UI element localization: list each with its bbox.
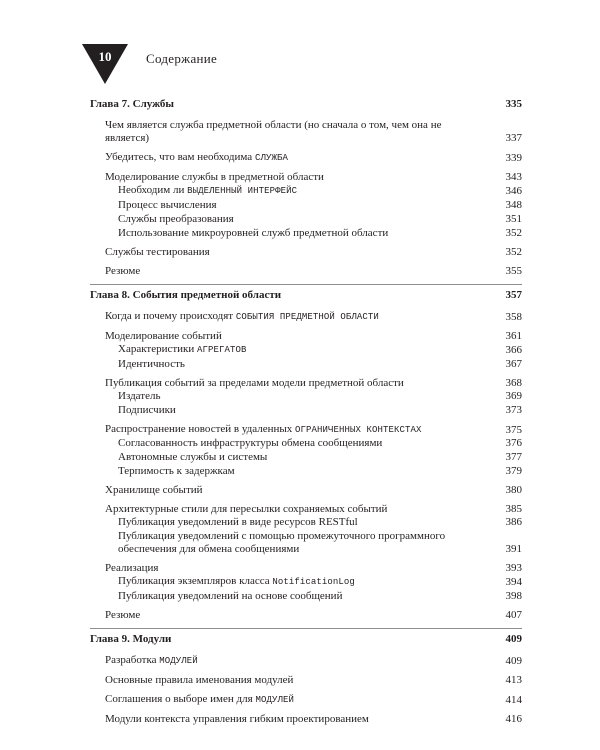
entry-text: Публикация событий за пределами модели предметной области: [105, 377, 404, 389]
entry-text: Распространение новостей в удаленных: [105, 423, 296, 435]
entry-title: [118, 199, 522, 212]
toc-section-entry[interactable]: [90, 151, 522, 165]
entry-title: [118, 451, 522, 464]
entry-title: [118, 530, 522, 556]
term-smallcaps: ВЫДЕЛЕННЫЙ ИНТЕРФЕЙС: [187, 186, 298, 196]
entry-text: Публикация уведомлений в виде ресурсов RESTful: [118, 516, 358, 528]
chapter-title: Глава 8. События предметной области: [90, 289, 282, 301]
page-ref: 380: [505, 484, 522, 496]
toc-subsection-entry[interactable]: [90, 213, 522, 226]
toc-subsection-entry[interactable]: [90, 437, 522, 450]
entry-text: Службы тестирования: [105, 246, 210, 258]
entry-text: Основные правила именования модулей: [105, 674, 294, 686]
entry-title: [118, 184, 522, 198]
page-ref: 368: [505, 377, 522, 389]
toc-subsection-entry[interactable]: [90, 465, 522, 478]
term-smallcaps: СЛУЖБА: [254, 153, 288, 163]
entry-text: Автономные службы и системы: [118, 451, 268, 463]
toc-subsection-entry[interactable]: [90, 575, 522, 589]
entry-title: [105, 265, 522, 278]
toc-section-entry[interactable]: [90, 171, 522, 184]
page-ref: 337: [505, 132, 522, 144]
page-ref: 346: [505, 185, 522, 197]
page-ref: 414: [505, 694, 522, 706]
toc-subsection-entry[interactable]: [90, 358, 522, 371]
entry-text: Реализация: [105, 562, 159, 574]
term-smallcaps: NotificationLog: [272, 577, 355, 587]
entry-title: [118, 590, 522, 603]
toc-section-entry[interactable]: [90, 503, 522, 516]
entry-text: Резюме: [105, 609, 141, 621]
page-header: [82, 44, 522, 84]
toc-section-entry[interactable]: [90, 265, 522, 278]
entry-title: [105, 310, 522, 324]
toc-chapter: [90, 284, 522, 622]
entry-text: Службы преобразования: [118, 213, 234, 225]
toc-subsection-entry[interactable]: [90, 530, 522, 556]
page-ref: 391: [505, 543, 522, 555]
toc-section-entry[interactable]: [90, 654, 522, 668]
toc-section-entry[interactable]: [90, 423, 522, 437]
toc-chapter: [90, 628, 522, 726]
toc-subsection-entry[interactable]: [90, 199, 522, 212]
entry-title: [105, 503, 522, 516]
page-ref: 386: [505, 516, 522, 528]
page-ref: 413: [505, 674, 522, 686]
term-smallcaps: ОГРАНИЧЕННЫХ КОНТЕКСТАХ: [295, 425, 422, 435]
page-ref: 398: [505, 590, 522, 602]
toc-section-entry[interactable]: [90, 609, 522, 622]
toc-section-entry[interactable]: [90, 484, 522, 497]
toc-section-entry[interactable]: [90, 693, 522, 707]
page-ref: 375: [505, 424, 522, 436]
entry-text: Согласованность инфраструктуры обмена сообщениями: [118, 437, 383, 449]
entry-title: [105, 330, 522, 343]
page-ref: 377: [505, 451, 522, 463]
page-ref: 376: [505, 437, 522, 449]
entry-title: [118, 437, 522, 450]
entry-title: [105, 693, 522, 707]
toc-section-entry[interactable]: [90, 562, 522, 575]
page-ref: 361: [505, 330, 522, 342]
entry-title: [105, 484, 522, 497]
toc-subsection-entry[interactable]: [90, 343, 522, 357]
page-ref: 343: [505, 171, 522, 183]
entry-title: [105, 674, 522, 687]
entry-text: Архитектурные стили для пересылки сохраняемых событий: [105, 503, 388, 515]
toc-subsection-entry[interactable]: [90, 451, 522, 464]
entry-text: Издатель: [118, 390, 161, 402]
entry-text: Моделирование событий: [105, 330, 222, 342]
chapter-title: Глава 9. Модули: [90, 633, 172, 645]
entry-text: Разработка: [105, 654, 160, 666]
entry-title: [118, 343, 522, 357]
toc-subsection-entry[interactable]: [90, 404, 522, 417]
page-ref: 409: [505, 633, 522, 645]
toc-section-entry[interactable]: [90, 713, 522, 726]
entry-title: [105, 654, 522, 668]
page-ref: 385: [505, 503, 522, 515]
chapter-heading[interactable]: [90, 289, 522, 302]
term-smallcaps: АГРЕГАТОВ: [197, 345, 247, 355]
entry-title: [118, 465, 522, 478]
page-ref: 416: [505, 713, 522, 725]
entry-title: [105, 171, 522, 184]
entry-text: Публикация экземпляров класса: [118, 575, 273, 587]
toc-subsection-entry[interactable]: [90, 227, 522, 240]
page-ref: 358: [505, 311, 522, 323]
entry-text: Характеристики: [118, 343, 198, 355]
page-ref: 409: [505, 655, 522, 667]
entry-title: [105, 713, 522, 726]
entry-title: [118, 358, 522, 371]
entry-title: [118, 516, 522, 529]
entry-text: Использование микроуровней служб предметной области: [118, 227, 389, 239]
entry-title: [118, 404, 522, 417]
page-ref: 352: [505, 227, 522, 239]
entry-text: Соглашения о выборе имен для: [105, 693, 256, 705]
entry-text: Хранилище событий: [105, 484, 203, 496]
entry-text: Процесс вычисления: [118, 199, 217, 211]
entry-text: Чем является служба предметной области (но сначала о том, чем она не является): [105, 119, 442, 144]
page-ref: 407: [505, 609, 522, 621]
page-ref: 339: [505, 152, 522, 164]
term-smallcaps: СОБЫТИЯ ПРЕДМЕТНОЙ ОБЛАСТИ: [235, 312, 379, 322]
entry-text: Публикация уведомлений с помощью промежуточного программного обеспечения для обмена сообщениями: [118, 530, 446, 555]
entry-text: Моделирование службы в предметной области: [105, 171, 324, 183]
entry-title: [118, 227, 522, 240]
toc-subsection-entry[interactable]: [90, 516, 522, 529]
page-ref: 351: [505, 213, 522, 225]
entry-text: Публикация уведомлений на основе сообщений: [118, 590, 343, 602]
entry-text: Терпимость к задержкам: [118, 465, 235, 477]
page-ref: 394: [505, 576, 522, 588]
page-ref: 348: [505, 199, 522, 211]
toc-section-entry[interactable]: [90, 377, 522, 390]
entry-title: [105, 246, 522, 259]
page-ref: 373: [505, 404, 522, 416]
page-ref: 379: [505, 465, 522, 477]
page-number: 10: [98, 49, 112, 64]
entry-title: [105, 562, 522, 575]
page-ref: 393: [505, 562, 522, 574]
chapter-heading[interactable]: [90, 633, 522, 646]
entry-title: [118, 213, 522, 226]
entry-text: Подписчики: [118, 404, 176, 416]
page-ref: 367: [505, 358, 522, 370]
table-of-contents: [90, 94, 522, 732]
page-ref: 366: [505, 344, 522, 356]
entry-text: Идентичность: [118, 358, 185, 370]
toc-section-entry[interactable]: [90, 310, 522, 324]
entry-text: Необходим ли: [118, 184, 188, 196]
entry-title: [118, 390, 522, 403]
entry-title: [105, 423, 522, 437]
toc-subsection-entry[interactable]: [90, 390, 522, 403]
toc-subsection-entry[interactable]: [90, 184, 522, 198]
entry-title: [105, 151, 522, 165]
toc-chapter: [90, 98, 522, 278]
entry-title: [105, 377, 522, 390]
entry-text: Убедитесь, что вам необходима: [105, 151, 255, 163]
running-title: Содержание: [146, 51, 218, 66]
page-ref: 335: [505, 98, 522, 110]
page-ref: 355: [505, 265, 522, 277]
term-smallcaps: МОДУЛЕЙ: [159, 656, 198, 666]
chapter-heading[interactable]: [90, 98, 522, 111]
toc-section-entry[interactable]: [90, 674, 522, 687]
page-ref: 357: [505, 289, 522, 301]
entry-text: Когда и почему происходят: [105, 310, 236, 322]
page-ref: 369: [505, 390, 522, 402]
toc-section-entry[interactable]: [90, 246, 522, 259]
entry-text: Модули контекста управления гибким проектированием: [105, 713, 369, 725]
chapter-title: Глава 7. Службы: [90, 98, 175, 110]
toc-section-entry[interactable]: [90, 119, 522, 145]
entry-title: [105, 119, 522, 145]
toc-subsection-entry[interactable]: [90, 590, 522, 603]
entry-title: [118, 575, 522, 589]
entry-text: Резюме: [105, 265, 141, 277]
term-smallcaps: МОДУЛЕЙ: [255, 695, 294, 705]
entry-title: [105, 609, 522, 622]
toc-section-entry[interactable]: [90, 330, 522, 343]
page-ref: 352: [505, 246, 522, 258]
